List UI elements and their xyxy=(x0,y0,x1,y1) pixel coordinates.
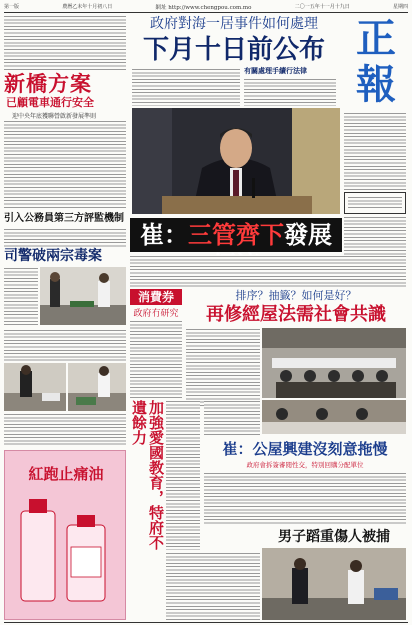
lead-text-1 xyxy=(132,68,240,106)
top-bar xyxy=(4,2,408,11)
lunar-date: 農曆乙未年十月初八日 xyxy=(62,4,113,10)
greg-date: 二〇一五年十一月十九日 xyxy=(294,4,350,10)
weekday: 星期四 xyxy=(392,4,408,10)
drug-photo-2-svg xyxy=(4,363,66,411)
subhead-new-bridge: 已顧電車通行安全 xyxy=(6,96,94,109)
bottom-rule xyxy=(4,622,408,623)
bottom-photo xyxy=(262,548,406,620)
feature-headline: 再修經屋法需社會共識 xyxy=(206,304,386,325)
ad-title: 紅跑止痛油 xyxy=(28,465,104,483)
bottom-headline: 男子蹈重傷人被捕 xyxy=(278,529,390,545)
left-text-block-4 xyxy=(4,329,126,361)
feature-text-1 xyxy=(186,328,260,406)
drug-photo-1 xyxy=(40,267,126,325)
left-text-block-2 xyxy=(4,120,126,208)
drug-photo-3-svg xyxy=(68,363,126,411)
ad-pain-oil xyxy=(4,450,126,620)
drug-photo-2 xyxy=(4,363,66,411)
feature-kicker: 排序？抽籤？如何是好？ xyxy=(235,289,357,302)
feature-text-2 xyxy=(204,400,260,436)
logo-text xyxy=(346,16,406,108)
deck-new-bridge: 迎中央年底獲聯營啟新發展準則 xyxy=(12,113,97,120)
ad-bottles xyxy=(15,491,115,611)
bottom-text-left xyxy=(166,552,260,620)
logo-char-1: 正 xyxy=(356,15,396,62)
feature-photo-2 xyxy=(262,400,406,434)
masthead-info xyxy=(344,112,406,190)
lead-text-2 xyxy=(244,78,336,106)
drug-photo-1-svg xyxy=(40,267,126,325)
headline-drug-case: 司警破兩宗毒案 xyxy=(4,247,126,265)
lower-subhead: 政府會拆簽審閱性交，特別回購分配單位 xyxy=(246,461,364,469)
left-text-narrow xyxy=(4,267,38,327)
lead-kicker: 政府對海一居事件如何處理 xyxy=(150,16,318,32)
vertical-story-text xyxy=(166,400,200,550)
main-photo-svg xyxy=(132,108,340,214)
lead-headline: 下月十日前公布 xyxy=(142,35,325,65)
page-label: 第一版 xyxy=(4,4,20,10)
main-banner xyxy=(130,218,342,252)
banner-part-3: 發展 xyxy=(284,221,332,249)
lower-text xyxy=(204,472,406,526)
top-rule xyxy=(4,12,408,13)
column-tag: 消費券 xyxy=(130,289,182,305)
vertical-headline: 加強愛國教育，特府不遺餘力 xyxy=(130,400,165,550)
lead-subhead: 有關處理手續行法律 xyxy=(244,67,307,75)
lower-headline: 崔：公屋興建沒刻意拖慢 xyxy=(222,440,388,458)
left-text-block-5 xyxy=(4,413,126,445)
left-text-block-1 xyxy=(4,15,126,70)
feature-photo-svg xyxy=(262,328,406,398)
feature-photo xyxy=(262,328,406,398)
banner-part-1: 崔： xyxy=(140,221,188,249)
masthead-contact-box xyxy=(344,192,406,214)
feature-photo-2-svg xyxy=(262,400,406,434)
column-sub: 政府冇研究 xyxy=(133,309,179,319)
logo-char-2: 報 xyxy=(356,61,396,108)
banner-part-2: 三管齊下 xyxy=(188,221,284,249)
column-text xyxy=(130,320,182,398)
headline-new-bridge: 新橋方案 xyxy=(4,72,92,96)
drug-photo-3 xyxy=(68,363,126,411)
banner-text xyxy=(130,255,406,287)
bottom-photo-svg xyxy=(262,548,406,620)
main-photo xyxy=(132,108,340,214)
site-url: 網址 http://www.chengpou.com.mo xyxy=(155,4,252,11)
masthead-logo xyxy=(342,16,406,108)
headline-civil-servant: 引入公務員第三方評監機制 xyxy=(4,213,124,224)
